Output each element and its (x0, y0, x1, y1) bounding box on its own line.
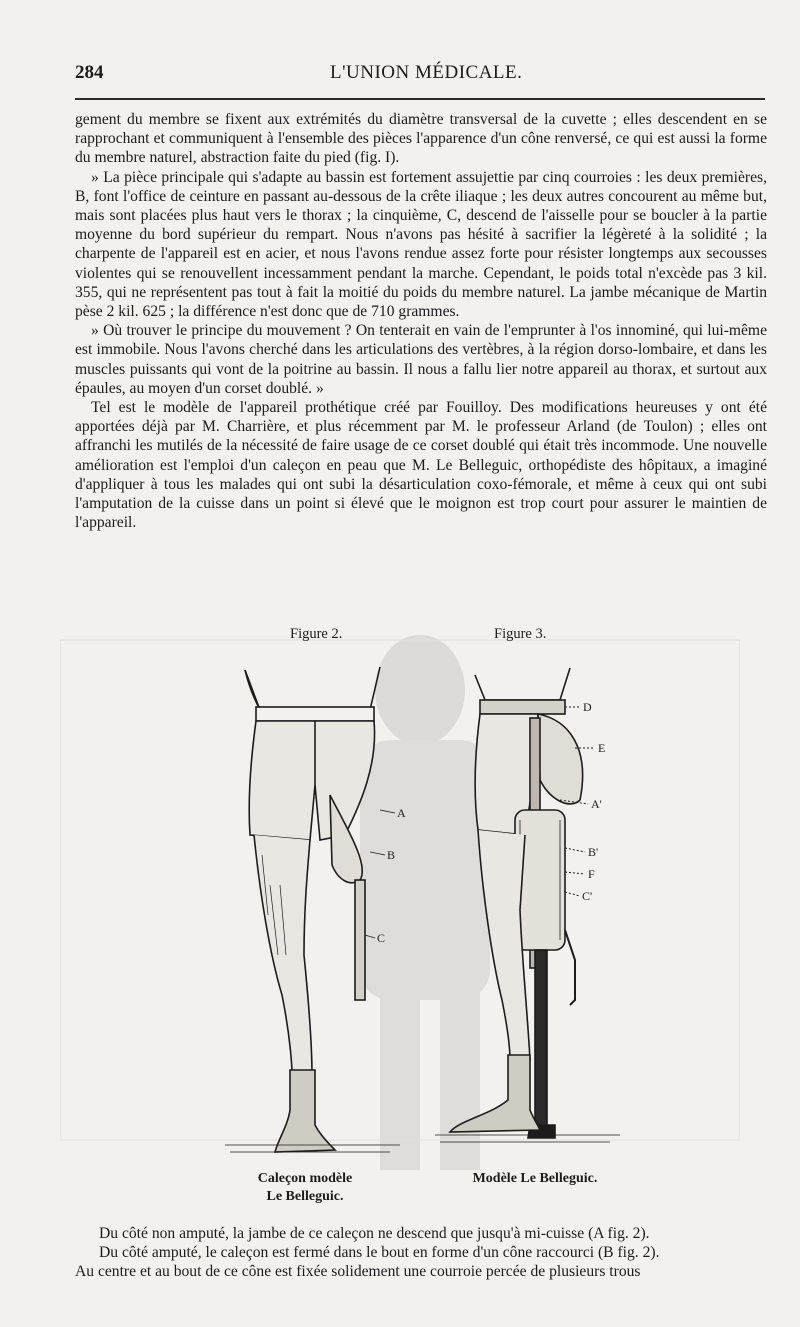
page-number: 284 (75, 62, 104, 83)
bottom-paragraph-2: Du côté amputé, le caleçon est fermé dans le bout en forme d'un cône raccourci (B fig. 2). (99, 1244, 660, 1262)
fig2-marker-b: B (387, 848, 396, 862)
figure-3-label: Figure 3. (494, 626, 547, 642)
figure-3-caption: Modèle Le Belleguic. (472, 1171, 598, 1186)
figure-2-caption (240, 1170, 370, 1206)
paragraph-2: » La pièce principale qui s'adapte au bassin est fortement assujettie par cinq courroies : les deux premières, B, font l'office de ceinture en passant au-dessous de la crête iliaque ; les deux autres concourent au même but, mais sont placées plus haut vers le thorax ; la cinquième, C, descend de l'aisselle pour se boucler à la partie moyenne du bord supérieur du rempart. Nous n'avons pas hésité à sacrifier la légèreté à la solidité ; la charpente de l'appareil est en acier, et nous l'avons rendue assez forte pour résister longtemps aux secousses violentes qui se renouvellent incessamment pendant la marche. Cependant, le poids total n'excède pas 3 kil. 355, qui ne représentent pas tout à fait la moitié du poids du membre naturel. La jambe mécanique de Martin pèse 2 kil. 625 ; la différence n'est donc que de 710 grammes. (75, 168, 767, 321)
paragraph-3: » Où trouver le principe du mouvement ? On tenterait en vain de l'emprunter à l'os innominé, qui lui-même est immobile. Nous l'avons cherché dans les articulations des vertèbres, à la région dorso-lombaire, et dans les muscles puissants qui vont de la poitrine au bassin. Il nous a fallu lier notre appareil au thorax, et surtout aux épaules, au moyen d'un corset doublé. » (75, 322, 767, 397)
header-rule (75, 98, 765, 100)
body-text (75, 110, 767, 532)
fig3-marker-e: E (598, 741, 606, 755)
paragraph-4: Tel est le modèle de l'appareil prothétique créé par Fouilloy. Des modifications heureuses y ont été apportées déjà par M. Charrière, et plus récemment par M. le professeur Arland (de Toulon) ; elles ont affranchi les mutilés de la nécessité de faire usage de ce corset doublé qui était très incommode. Une nouvelle amélioration est l'emploi d'un caleçon en peau que M. Le Belleguic, orthopédiste des hôpitaux, a imaginé d'appliquer à tous les malades qui ont subi la désarticulation coxo-fémorale, et même à ceux qui ont subi l'amputation de la cuisse dans un point si élevé que le moignon est trop court pour assurer le maintien de l'appareil. (75, 399, 767, 532)
figure-2-caption-line-1: Caleçon modèle (257, 1171, 353, 1186)
fig2-marker-a: A (397, 806, 406, 820)
fig3-marker-f: F (588, 867, 595, 881)
fig3-marker-b-prime: B' (588, 845, 599, 859)
bottom-text (75, 1224, 775, 1282)
paragraph-1: gement du membre se fixent aux extrémités du diamètre transversal de la cuvette ; elles descendent en se rapprochant et communiquent à l'ensemble des pièces l'apparence d'un cône renversé, ce qui est aussi la forme du membre naturel, abstraction faite du pied (fig. I). (75, 111, 767, 167)
running-title: L'UNION MÉDICALE. (330, 62, 523, 83)
fig3-marker-a-prime: A' (591, 797, 602, 811)
figure-3-illustration (430, 660, 630, 1155)
fig3-marker-c-prime: C' (582, 889, 593, 903)
fig2-marker-c: C (377, 931, 386, 945)
page-header (75, 62, 765, 92)
bottom-paragraph-3: Au centre et au bout de ce cône est fixée solidement une courroie percée de plusieurs trous (75, 1263, 641, 1281)
figure-2-label: Figure 2. (290, 626, 343, 642)
figure-2-caption-line-2: Le Belleguic. (266, 1189, 344, 1204)
bottom-paragraph-1: Du côté non amputé, la jambe de ce caleçon ne descend que jusqu'à mi-cuisse (A fig. 2). (99, 1225, 650, 1242)
fig3-marker-d: D (583, 700, 592, 714)
figure-2-illustration (220, 655, 420, 1160)
